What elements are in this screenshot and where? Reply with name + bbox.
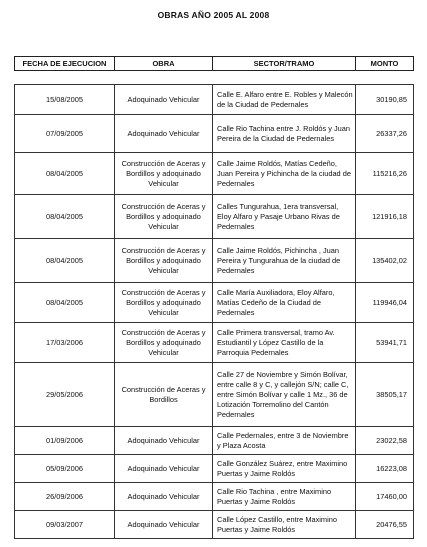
- cell-obra: Construcción de Aceras y Bordillos y adoquinado Vehicular: [115, 153, 213, 195]
- cell-fecha: 07/09/2005: [15, 115, 115, 153]
- cell-fecha: 09/03/2007: [15, 511, 115, 539]
- table-row: [15, 115, 414, 153]
- works-table: [14, 84, 414, 539]
- cell-monto: 121916,18: [356, 195, 414, 239]
- table-row: [15, 363, 414, 427]
- cell-obra: Adoquinado Vehicular: [115, 427, 213, 455]
- header-monto: MONTO: [356, 57, 414, 71]
- cell-monto: 38505,17: [356, 363, 414, 427]
- cell-monto: 16223,08: [356, 455, 414, 483]
- cell-fecha: 08/04/2005: [15, 195, 115, 239]
- cell-obra: Construcción de Aceras y Bordillos y adoquinado Vehicular: [115, 283, 213, 323]
- table-row: [15, 323, 414, 363]
- table-row: [15, 153, 414, 195]
- cell-obra: Construcción de Aceras y Bordillos y adoquinado Vehicular: [115, 239, 213, 283]
- cell-obra: Construcción de Aceras y Bordillos y adoquinado Vehicular: [115, 323, 213, 363]
- cell-fecha: 08/04/2005: [15, 153, 115, 195]
- cell-monto: 17460,00: [356, 483, 414, 511]
- cell-fecha: 08/04/2005: [15, 239, 115, 283]
- table-header: [14, 56, 414, 71]
- cell-sector: Calles Tungurahua, 1era transversal, Eloy Alfaro y Pasaje Urbano Rivas de Pedernales: [213, 195, 356, 239]
- cell-fecha: 17/03/2006: [15, 323, 115, 363]
- cell-obra: Construcción de Aceras y Bordillos y adoquinado Vehicular: [115, 195, 213, 239]
- cell-sector: Calle González Suárez, entre Maximino Puertas y Jaime Roldós: [213, 455, 356, 483]
- page-title: OBRAS AÑO 2005 AL 2008: [157, 10, 270, 20]
- cell-obra: Adoquinado Vehicular: [115, 455, 213, 483]
- cell-monto: 119946,04: [356, 283, 414, 323]
- cell-fecha: 01/09/2006: [15, 427, 115, 455]
- cell-sector: Calle Rio Tachina entre J. Roldós y Juan Pereira de la Ciudad de Pedernales: [213, 115, 356, 153]
- table-row: [15, 195, 414, 239]
- cell-monto: 115216,26: [356, 153, 414, 195]
- cell-sector: Calle López Castillo, entre Maximino Puertas y Jaime Roldós: [213, 511, 356, 539]
- cell-sector: Calle 27 de Noviembre y Simón Bolívar, entre calle 8 y C, y callejón S/N; calle C, entre Simón Bolívar y calle 1 Mz., 36 de Lotización Torremolino del Cantón Pedernales: [213, 363, 356, 427]
- header-sector: SECTOR/TRAMO: [213, 57, 356, 71]
- table-row: [15, 427, 414, 455]
- table-row: [15, 283, 414, 323]
- table-row: [15, 239, 414, 283]
- cell-obra: Construcción de Aceras y Bordillos: [115, 363, 213, 427]
- cell-fecha: 29/05/2006: [15, 363, 115, 427]
- cell-fecha: 05/09/2006: [15, 455, 115, 483]
- cell-obra: Adoquinado Vehicular: [115, 483, 213, 511]
- table-row: [15, 483, 414, 511]
- cell-obra: Adoquinado Vehicular: [115, 115, 213, 153]
- cell-sector: Calle Primera transversal, tramo Av. Estudiantil y López Castillo de la Parroquia Pedernales: [213, 323, 356, 363]
- cell-monto: 53941,71: [356, 323, 414, 363]
- cell-obra: Adoquinado Vehicular: [115, 511, 213, 539]
- cell-sector: Calle Jaime Roldós, Matías Cedeño, Juan Pereira y Pichincha de la ciudad de Pedernales: [213, 153, 356, 195]
- cell-sector: Calle Rio Tachina , entre Maximino Puertas y Jaime Roldós: [213, 483, 356, 511]
- cell-monto: 20476,55: [356, 511, 414, 539]
- cell-monto: 23022,58: [356, 427, 414, 455]
- header-obra: OBRA: [115, 57, 213, 71]
- header-fecha: FECHA DE EJECUCION: [15, 57, 115, 71]
- cell-fecha: 08/04/2005: [15, 283, 115, 323]
- table-row: [15, 85, 414, 115]
- cell-monto: 30190,85: [356, 85, 414, 115]
- cell-fecha: 15/08/2005: [15, 85, 115, 115]
- cell-fecha: 26/09/2006: [15, 483, 115, 511]
- cell-obra: Adoquinado Vehicular: [115, 85, 213, 115]
- table-row: [15, 455, 414, 483]
- cell-sector: Calle Pedernales, entre 3 de Noviembre y Plaza Acosta: [213, 427, 356, 455]
- table-row: [15, 511, 414, 539]
- cell-sector: Calle Jaime Roldós, Pichincha , Juan Pereira y Tungurahua de la ciudad de Pedernales: [213, 239, 356, 283]
- cell-sector: Calle María Auxiliadora, Eloy Alfaro, Matías Cedeño de la Ciudad de Pedernales: [213, 283, 356, 323]
- cell-monto: 135402,02: [356, 239, 414, 283]
- cell-monto: 26337,26: [356, 115, 414, 153]
- cell-sector: Calle E. Alfaro entre E. Robles y Malecón de la Ciudad de Pedernales: [213, 85, 356, 115]
